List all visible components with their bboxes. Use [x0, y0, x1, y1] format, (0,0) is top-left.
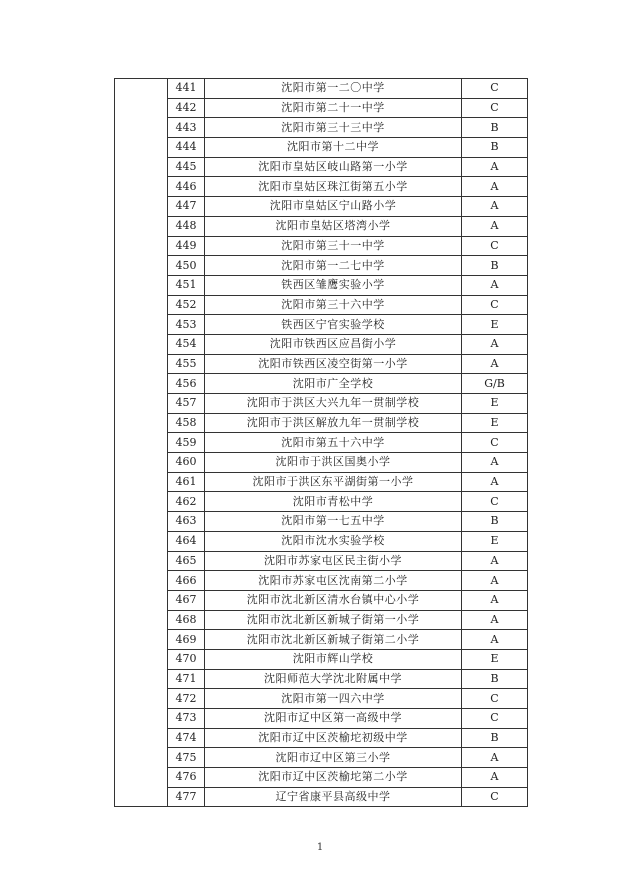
- grade-cell: E: [462, 413, 528, 433]
- table-row: [115, 709, 528, 729]
- row-number-cell: 458: [168, 413, 205, 433]
- grade-cell: A: [462, 354, 528, 374]
- school-table: [114, 78, 528, 807]
- row-number-cell: 465: [168, 551, 205, 571]
- grade-cell: C: [462, 787, 528, 807]
- school-name-cell: 沈阳市第五十六中学: [205, 433, 462, 453]
- school-name-cell: 沈阳市铁西区凌空街第一小学: [205, 354, 462, 374]
- row-number-cell: 470: [168, 649, 205, 669]
- school-name-cell: 沈阳市第二十一中学: [205, 98, 462, 118]
- table-row: [115, 138, 528, 158]
- grade-cell: A: [462, 216, 528, 236]
- row-number-cell: 462: [168, 492, 205, 512]
- school-name-cell: 沈阳市辽中区茨榆坨初级中学: [205, 728, 462, 748]
- table-row: [115, 334, 528, 354]
- table-row: [115, 177, 528, 197]
- row-number-cell: 453: [168, 315, 205, 335]
- row-number-cell: 473: [168, 709, 205, 729]
- school-name-cell: 沈阳市皇姑区塔湾小学: [205, 216, 462, 236]
- row-number-cell: 466: [168, 571, 205, 591]
- table-row: [115, 787, 528, 807]
- school-name-cell: 沈阳市苏家屯区民主街小学: [205, 551, 462, 571]
- table-row: [115, 98, 528, 118]
- table-row: [115, 669, 528, 689]
- row-number-cell: 447: [168, 197, 205, 217]
- table-row: [115, 748, 528, 768]
- table-row: [115, 571, 528, 591]
- school-name-cell: 沈阳市辽中区第三小学: [205, 748, 462, 768]
- school-name-cell: 沈阳市沈水实验学校: [205, 531, 462, 551]
- school-name-cell: 沈阳市皇姑区珠江街第五小学: [205, 177, 462, 197]
- school-name-cell: 沈阳市皇姑区岐山路第一小学: [205, 157, 462, 177]
- table-row: [115, 630, 528, 650]
- row-number-cell: 460: [168, 453, 205, 473]
- school-name-cell: 沈阳市第三十三中学: [205, 118, 462, 138]
- table-row: [115, 236, 528, 256]
- school-name-cell: 沈阳师范大学沈北附属中学: [205, 669, 462, 689]
- grade-cell: A: [462, 177, 528, 197]
- table-row: [115, 610, 528, 630]
- table-row: [115, 394, 528, 414]
- row-number-cell: 441: [168, 79, 205, 99]
- row-number-cell: 450: [168, 256, 205, 276]
- school-name-cell: 沈阳市第三十六中学: [205, 295, 462, 315]
- row-number-cell: 449: [168, 236, 205, 256]
- grade-cell: A: [462, 197, 528, 217]
- grade-cell: B: [462, 118, 528, 138]
- table-row: [115, 453, 528, 473]
- row-number-cell: 444: [168, 138, 205, 158]
- grade-cell: G/B: [462, 374, 528, 394]
- table-row: [115, 315, 528, 335]
- school-name-cell: 沈阳市沈北新区新城子街第一小学: [205, 610, 462, 630]
- school-table-body: [115, 79, 528, 807]
- school-name-cell: 沈阳市辽中区第一高级中学: [205, 709, 462, 729]
- grade-cell: B: [462, 256, 528, 276]
- row-number-cell: 474: [168, 728, 205, 748]
- grade-cell: C: [462, 236, 528, 256]
- grade-cell: C: [462, 433, 528, 453]
- grade-cell: E: [462, 531, 528, 551]
- grade-cell: A: [462, 768, 528, 788]
- grade-cell: E: [462, 649, 528, 669]
- table-row: [115, 197, 528, 217]
- school-name-cell: 铁西区雏鹰实验小学: [205, 275, 462, 295]
- table-row: [115, 512, 528, 532]
- school-name-cell: 沈阳市于洪区解放九年一贯制学校: [205, 413, 462, 433]
- row-number-cell: 467: [168, 590, 205, 610]
- row-number-cell: 477: [168, 787, 205, 807]
- grade-cell: C: [462, 492, 528, 512]
- grade-cell: C: [462, 689, 528, 709]
- table-row: [115, 728, 528, 748]
- grade-cell: E: [462, 315, 528, 335]
- school-name-cell: 沈阳市第一七五中学: [205, 512, 462, 532]
- school-name-cell: 沈阳市辉山学校: [205, 649, 462, 669]
- school-name-cell: 沈阳市第三十一中学: [205, 236, 462, 256]
- row-number-cell: 468: [168, 610, 205, 630]
- row-number-cell: 442: [168, 98, 205, 118]
- row-number-cell: 472: [168, 689, 205, 709]
- table-row: [115, 590, 528, 610]
- grade-cell: B: [462, 138, 528, 158]
- grade-cell: B: [462, 512, 528, 532]
- row-number-cell: 443: [168, 118, 205, 138]
- school-name-cell: 沈阳市第一二〇中学: [205, 79, 462, 99]
- grade-cell: A: [462, 610, 528, 630]
- school-name-cell: 沈阳市于洪区大兴九年一贯制学校: [205, 394, 462, 414]
- grade-cell: A: [462, 157, 528, 177]
- grade-cell: A: [462, 630, 528, 650]
- grade-cell: A: [462, 275, 528, 295]
- grade-cell: A: [462, 453, 528, 473]
- school-name-cell: 沈阳市第十二中学: [205, 138, 462, 158]
- table-row: [115, 492, 528, 512]
- table-row: [115, 295, 528, 315]
- grade-cell: E: [462, 394, 528, 414]
- school-name-cell: 沈阳市第一四六中学: [205, 689, 462, 709]
- page-number: 1: [316, 842, 324, 853]
- row-number-cell: 448: [168, 216, 205, 236]
- row-number-cell: 456: [168, 374, 205, 394]
- school-name-cell: 沈阳市铁西区应昌街小学: [205, 334, 462, 354]
- grade-cell: B: [462, 669, 528, 689]
- row-number-cell: 452: [168, 295, 205, 315]
- school-name-cell: 沈阳市沈北新区清水台镇中心小学: [205, 590, 462, 610]
- school-name-cell: 辽宁省康平县高级中学: [205, 787, 462, 807]
- grade-cell: B: [462, 728, 528, 748]
- table-row: [115, 649, 528, 669]
- grade-cell: A: [462, 334, 528, 354]
- row-number-cell: 459: [168, 433, 205, 453]
- row-number-cell: 457: [168, 394, 205, 414]
- row-number-cell: 463: [168, 512, 205, 532]
- table-row: [115, 374, 528, 394]
- row-number-cell: 475: [168, 748, 205, 768]
- table-row: [115, 157, 528, 177]
- row-number-cell: 454: [168, 334, 205, 354]
- table-row: [115, 433, 528, 453]
- row-number-cell: 451: [168, 275, 205, 295]
- table-row: [115, 216, 528, 236]
- table-row: [115, 689, 528, 709]
- school-name-cell: 沈阳市广全学校: [205, 374, 462, 394]
- school-name-cell: 沈阳市于洪区国奥小学: [205, 453, 462, 473]
- table-row: [115, 118, 528, 138]
- school-name-cell: 铁西区宁官实验学校: [205, 315, 462, 335]
- grade-cell: C: [462, 98, 528, 118]
- row-number-cell: 455: [168, 354, 205, 374]
- school-name-cell: 沈阳市沈北新区新城子街第二小学: [205, 630, 462, 650]
- grade-cell: C: [462, 295, 528, 315]
- row-number-cell: 446: [168, 177, 205, 197]
- grade-cell: A: [462, 571, 528, 591]
- row-number-cell: 445: [168, 157, 205, 177]
- grade-cell: A: [462, 551, 528, 571]
- grade-cell: A: [462, 748, 528, 768]
- grade-cell: A: [462, 590, 528, 610]
- grade-cell: C: [462, 79, 528, 99]
- grade-cell: A: [462, 472, 528, 492]
- school-name-cell: 沈阳市苏家屯区沈南第二小学: [205, 571, 462, 591]
- table-row: [115, 79, 528, 99]
- table-row: [115, 275, 528, 295]
- table-row: [115, 256, 528, 276]
- table-row: [115, 413, 528, 433]
- school-name-cell: 沈阳市辽中区茨榆坨第二小学: [205, 768, 462, 788]
- school-name-cell: 沈阳市于洪区东平湖街第一小学: [205, 472, 462, 492]
- table-row: [115, 354, 528, 374]
- table-row: [115, 551, 528, 571]
- school-name-cell: 沈阳市第一二七中学: [205, 256, 462, 276]
- row-number-cell: 469: [168, 630, 205, 650]
- row-number-cell: 476: [168, 768, 205, 788]
- row-number-cell: 464: [168, 531, 205, 551]
- table-row: [115, 531, 528, 551]
- grade-cell: C: [462, 709, 528, 729]
- merged-category-cell: [115, 79, 168, 807]
- table-row: [115, 472, 528, 492]
- table-row: [115, 768, 528, 788]
- school-name-cell: 沈阳市皇姑区宁山路小学: [205, 197, 462, 217]
- school-name-cell: 沈阳市青松中学: [205, 492, 462, 512]
- row-number-cell: 461: [168, 472, 205, 492]
- row-number-cell: 471: [168, 669, 205, 689]
